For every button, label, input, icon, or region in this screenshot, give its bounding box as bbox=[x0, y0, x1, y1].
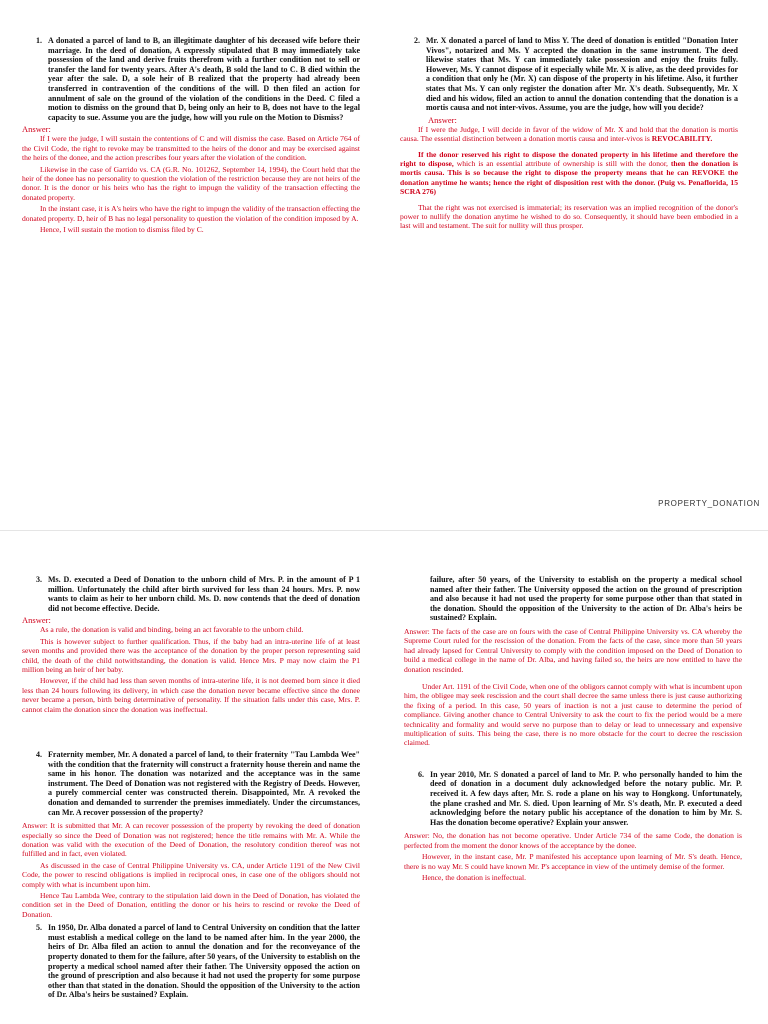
question-text: Fraternity member, Mr. A donated a parcel of land, to their fraternity "Tau Lambda Wee" with the condition that the fraternity will construct a fraternity house therein and name the same in his honor. The donation was notarized and the acceptance was in the same instrument. The Deed of Donation was not registered with the Registry of Deeds. However, a purely commercial center was constructed therein. Disappointed, Mr. A revoked the donation and demanded to surrender the premises immediately. Under the circumstances, can Mr. A recover possession of the property? bbox=[48, 750, 360, 817]
question-number: 5. bbox=[36, 923, 42, 933]
question-text: Mr. X donated a parcel of land to Miss Y. The deed of donation is entitled "Donation Inter Vivos", notarized and Ms. Y accepted the donation in the same instrument. The deed likewise states that Ms. Y can immediately take possession and enjoy the fruits fully. However, Ms. Y cannot dispose of it especially while Mr. X is alive, as the deed provides for a condition that only he (Mr. X) can dispose of the property in his lifetime. Also, it further states that Ms. Y can only register the donation after Mr. X's death. Subsequently, Mr. X died and his widow, filed an action to annul the donation contending that the donation is a mortis causa and not inter-vivos. Assume, you are the judge, how will you decide? bbox=[426, 36, 738, 113]
answer-paragraph: As discussed in the case of Central Philippine University vs. CA, under Article 1191 of the New Civil Code, the power to rescind obligations is implied in reciprocal ones, in case one of the obligors should not comply with what is incumbent upon him. bbox=[22, 860, 360, 889]
answer-paragraph: In the instant case, it is A's heirs who have the right to impugn the validity of the transaction effecting the donated property. D, heir of B has no legal personality to question the violation of the condition imposed by A. bbox=[22, 204, 360, 223]
answer-label: Answer: bbox=[22, 821, 48, 831]
answer-paragraph: Likewise in the case of Garrido vs. CA (G.R. No. 101262, September 14, 1994), the Court held that the heir of the donee has no personality to question the violation of the restriction because they are not heirs of the donor. It is the donor or his heirs who has the right to impugn the validity of the transaction effecting the donated property. bbox=[22, 164, 360, 202]
question-6-block bbox=[404, 770, 742, 883]
answer-emphasis: then the donation is mortis causa. This is so because the right to dispose the property means that he can REVOKE the donation anytime he wants; hence the right of disposition rest with the donor. (Puig vs. Penaflorida, 15 SCRA 276) bbox=[400, 158, 738, 197]
page-divider bbox=[0, 530, 768, 531]
answer-6 bbox=[404, 831, 742, 882]
answer-paragraph: However, in the instant case, Mr. P manifested his acceptance upon learning of Mr. S's death. Hence, there is no way Mr. S could have known Mr. P's acceptance in view of the untimely demise of the former. bbox=[404, 852, 742, 871]
page-footer: PROPERTY_DONATION bbox=[658, 499, 760, 508]
answer-paragraph bbox=[404, 831, 742, 850]
answer-paragraph: That the right was not exercised is immaterial; its reservation was an implied recognition of the donor's power to nullify the donation anytime he wished to do so. Consequently, it should have been embodied in a last will and testament. The suit for nullity will thus prosper. bbox=[400, 202, 738, 231]
answer-label: Answer: bbox=[404, 626, 430, 636]
answer-label: Answer: bbox=[22, 124, 51, 135]
answer-paragraph: Hence, I will sustain the motion to dismiss filed by C. bbox=[40, 225, 204, 234]
question-5-continued bbox=[404, 575, 742, 748]
question-text: In 1950, Dr. Alba donated a parcel of land to Central University on condition that the latter must establish a medical college on the land to be named after him. In the year 2000, the heirs of Dr. Alba filed an action to annul the donation and for the reconveyance of the property donated to them for the failure, after 50 years, of the University to establish on the property a medical school named after their father. The University opposed the action on the ground of prescription and also because it had not used the property for some purpose other than that stated in the donation. Should the opposition of the University to the action of Dr. Alba's heirs be sustained? Explain. bbox=[48, 923, 360, 1000]
question-number: 6. bbox=[418, 769, 424, 779]
question-number: 2. bbox=[414, 36, 420, 45]
question-number: 3. bbox=[36, 575, 42, 584]
answer-paragraph: Hence Tau Lambda Wee, contrary to the stipulation laid down in the Deed of Donation, has violated the condition set in the Deed of Donation, entitling the donor or his heirs to rescind or revoke the Deed of Donation. bbox=[22, 891, 360, 919]
question-text: failure, after 50 years, of the University to establish on the property a medical school named after their father. The University opposed the action on the ground of prescription and also because it had not used the property for some purpose other than that stated in the donation. Should the opposition of the University to the action of Dr. Alba's heirs be sustained? Explain. bbox=[430, 575, 742, 623]
answer-paragraph: Under Art. 1191 of the Civil Code, when one of the obligors cannot comply with what is incumbent upon him, the obligee may seek rescission and the court shall decree the same unless there is just cause authorizing the fixing of a period. In this case, 50 years of inaction is not a just cause to determine the period of compliance. Giving another chance to Central University to ask the court to fix the period would be a mere technicality and formality and would serve no purpose than to delay or lead to unnecessary and expensive multiplication of suits. This being the case, there is no more obstacle for the court to decree the rescission claimed. bbox=[404, 682, 742, 748]
answer-text: If I were the Judge, I will decide in favor of the widow of Mr. X and hold that the donation is mortis causa. The essential distinction between a donation mortis causa and inter-vivos is bbox=[400, 124, 738, 144]
answer-text: No, the donation has not become operative. Under Article 734 of the same Code, the donation is perfected from the moment the donor knows of the acceptance by the donee. bbox=[404, 831, 742, 850]
question-1-block bbox=[22, 36, 360, 236]
answer-paragraph: However, if the child had less than seven months of intra-uterine life, it is not deemed born since it died less than 24 hours following its delivery, in which case the donation never became effective since the donee never became a person, birth being determinative of personality. If the situation falls under this case, Mrs. P. cannot claim the donation since the donation was ineffectual. bbox=[22, 676, 360, 714]
answer-2 bbox=[400, 125, 738, 231]
left-column bbox=[22, 575, 360, 1000]
answer-paragraph: As a rule, the donation is valid and binding, being an act favorable to the unborn child. bbox=[40, 625, 304, 635]
question-number: 1. bbox=[36, 36, 42, 45]
answer-paragraph bbox=[400, 125, 738, 144]
question-3-block bbox=[22, 575, 360, 714]
question-5-block bbox=[22, 923, 360, 1000]
question-number: 4. bbox=[36, 750, 42, 760]
question-text: A donated a parcel of land to B, an illegitimate daughter of his deceased wife before their marriage. In the deed of donation, A expressly stipulated that B may immediately take possession of the land and derive fruits therefrom with a further condition not to sell or transfer the land for twenty years. After A's death, B sold the land to C. B died within the year after the sale. D, a sole heir of B realized that the property had already been transferred in contravention of the conditions of the will. D then filed an action for annulment of sale on the ground of the violation of the conditions in the Deed. C filed a motion to dismiss on the ground that D, being only an heir to B, does not have to the legal capacity to sue. Assume you are the judge, how will you rule on the Motion to Dismiss? bbox=[48, 36, 360, 122]
answer-paragraph bbox=[404, 627, 742, 674]
question-text: Ms. D. executed a Deed of Donation to the unborn child of Mrs. P. in the amount of P 1 million. Unfortunately the child after birth survived for less than 24 hours. Mrs. P. now wants to claim as heir to her unborn child. Ms. D. now contends that the deed of donation did not become effective. Decide. bbox=[48, 575, 360, 613]
answer-label: Answer: bbox=[22, 615, 51, 626]
question-5-continued-text bbox=[404, 575, 742, 623]
page-bottom bbox=[0, 555, 768, 1024]
answer-text: which is an essential attribute of ownership is still with the donor, bbox=[456, 158, 668, 168]
question-2-block bbox=[400, 36, 738, 233]
answer-paragraph: Hence, the donation is ineffectual. bbox=[422, 873, 527, 883]
question-5 bbox=[22, 923, 360, 1000]
question-2 bbox=[400, 36, 738, 113]
answer-paragraph bbox=[22, 821, 360, 859]
answer-label: Answer: bbox=[404, 831, 430, 841]
question-1 bbox=[22, 36, 360, 122]
answer-4 bbox=[22, 821, 360, 919]
answer-text: It is submitted that Mr. A can recover possession of the property by revoking the deed of donation especially so since the Deed of Donation was not registered; hence the title remains with Mr. A. While the donation was valid with the execution of the Deed of Donation, the resolutory condition thereof was not fulfilled and in fact, even violated. bbox=[22, 821, 360, 859]
question-text: In year 2010, Mr. S donated a parcel of land to Mr. P. who personally handed to him the deed of donation in a document duly acknowledged before the notary public. Mr. P. received it. A few days after, Mr. S. rode a plane on his way to Hongkong. Unfortunately, the plane crashed and Mr. S. died. Upon learning of Mr. S's death, Mr. P. executed a deed acknowledging before the notary public his acceptance of the donation to him by Mr. S. Has the donation become operative? Explain your answer. bbox=[430, 769, 742, 827]
question-4 bbox=[22, 750, 360, 817]
answer-3 bbox=[22, 625, 360, 714]
question-3 bbox=[22, 575, 360, 613]
answer-1 bbox=[22, 134, 360, 234]
question-6 bbox=[404, 770, 742, 828]
answer-label: Answer: bbox=[428, 114, 457, 125]
answer-5 bbox=[404, 627, 742, 748]
answer-text: The facts of the case are on fours with the case of Central Philippine University vs. CA whereby the Supreme Court ruled for the rescission of the donation. From the facts of the case, since more than 50 years had already lapsed for Central University to comply with the condition imposed on the Deed of Donation to build a medical college in the name of Dr. Alba, and having failed so, the heirs are now entitled to have the donation rescinded. bbox=[404, 626, 743, 674]
answer-paragraph: This is however subject to further qualification. Thus, if the baby had an intra-uterine life of at least seven months and provided there was the acceptance of the donation by the proper person representing said child, the death of the child notwithstanding, the donation is valid. Hence Mrs. P may now claim the P1 million being an heir of her baby. bbox=[22, 636, 360, 674]
question-4-block bbox=[22, 750, 360, 919]
right-column bbox=[404, 575, 742, 884]
answer-paragraph: If I were the judge, I will sustain the contentions of C and will dismiss the case. Based on Article 764 of the Civil Code, the right to revoke may be transmitted to the heirs of the donor and may be exercised against the heirs of the donee, and the action prescribes four years after the violation of the condition. bbox=[22, 134, 360, 163]
answer-paragraph bbox=[400, 150, 738, 197]
answer-emphasis: REVOCABILITY. bbox=[651, 134, 713, 144]
answer-emphasis: If the donor reserved his right to dispose the donated property in his lifetime and therefore the right to dispose, bbox=[400, 149, 738, 168]
